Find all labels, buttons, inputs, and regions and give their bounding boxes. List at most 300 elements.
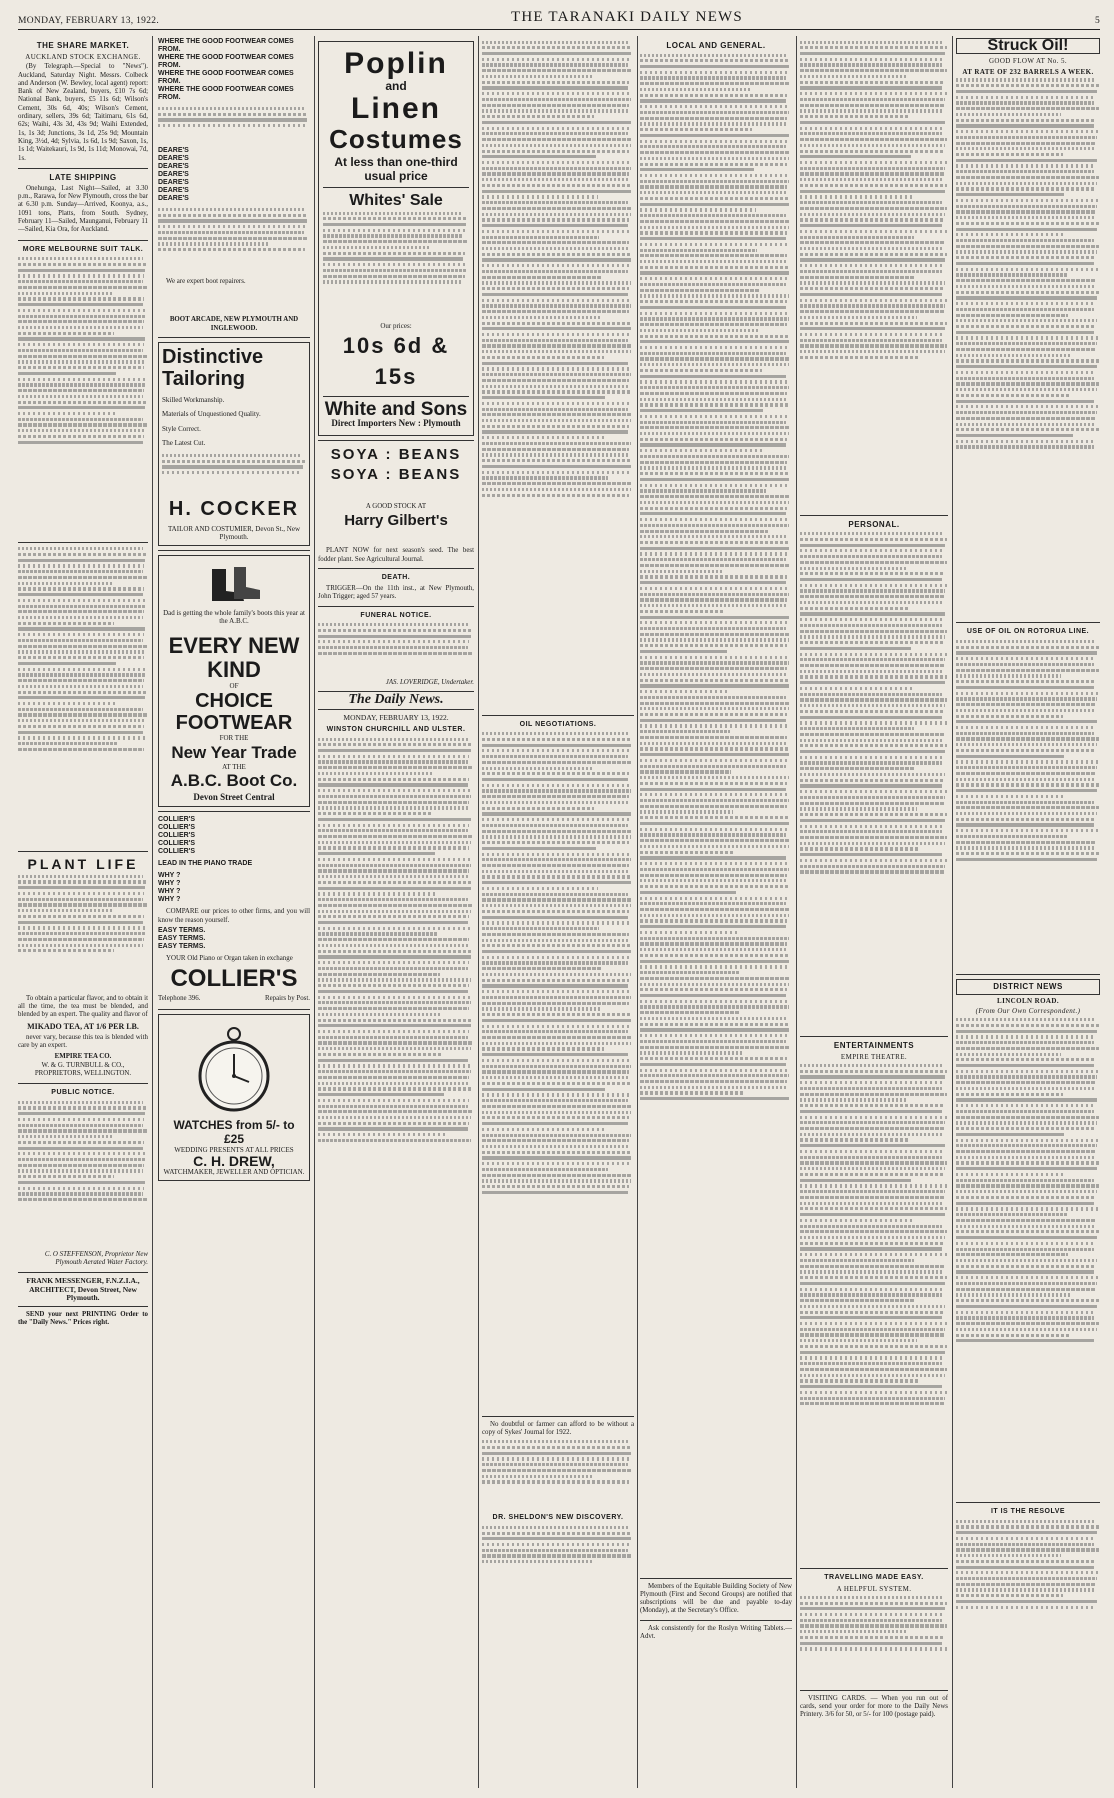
text-line (482, 789, 631, 792)
text-line (800, 1316, 942, 1319)
text-line (158, 248, 305, 251)
collier-line: COLLIER'S (158, 824, 196, 832)
text-line (18, 553, 147, 556)
text-line (800, 178, 942, 181)
text-line (640, 862, 790, 865)
text-line (956, 755, 1064, 758)
text-line (800, 258, 945, 261)
text-line (800, 1150, 944, 1153)
text-line (956, 331, 1094, 334)
text-line (323, 234, 463, 237)
text-line (800, 549, 944, 552)
text-line (18, 938, 144, 941)
text-line (956, 1150, 1096, 1153)
tea-company: EMPIRE TEA CO. (54, 1053, 112, 1061)
resolve-heading: IT IS THE RESOLVE (990, 1508, 1066, 1516)
text-line (318, 1133, 446, 1136)
text-line (956, 1566, 1094, 1569)
text-line (800, 1247, 942, 1250)
text-line (640, 415, 787, 418)
text-line (482, 264, 629, 267)
text-line (956, 801, 1094, 804)
text-line (482, 178, 628, 181)
text-line (482, 910, 629, 913)
text-line (800, 1087, 942, 1090)
text-line (482, 1145, 628, 1148)
text-line (482, 1059, 632, 1062)
column-3 (318, 38, 474, 1788)
text-line (800, 92, 947, 95)
text-line (956, 709, 1094, 712)
text-line (482, 784, 632, 787)
text-line (482, 316, 602, 319)
text-line (640, 530, 768, 533)
text-line (800, 538, 947, 541)
text-line (800, 1624, 947, 1627)
text-line (800, 1116, 947, 1119)
text-line (640, 1017, 786, 1020)
text-line (318, 932, 438, 935)
collier-line: COLLIER'S (158, 832, 196, 840)
text-line (482, 195, 598, 198)
text-line (640, 249, 757, 252)
text-line (18, 610, 144, 613)
text-line (162, 465, 303, 468)
text-line (956, 674, 1061, 677)
text-line (640, 770, 731, 773)
divider (318, 440, 474, 441)
text-line (18, 1129, 147, 1132)
text-line (482, 430, 628, 433)
easy-terms: EASY TERMS. (158, 934, 206, 942)
text-line (158, 225, 305, 228)
text-line (800, 1265, 944, 1268)
text-line (640, 398, 786, 401)
text-line (640, 472, 790, 475)
text-line (318, 629, 472, 632)
text-line (482, 442, 631, 445)
our-prices: Our prices: (380, 321, 412, 330)
text-line (482, 109, 628, 112)
struck-oil-body (956, 78, 1100, 618)
text-line (482, 755, 628, 758)
text-line (800, 675, 947, 678)
text-line (956, 732, 1094, 735)
text-line (640, 512, 786, 515)
text-line (640, 702, 790, 705)
text-line (800, 681, 945, 684)
text-line (800, 561, 947, 564)
text-line (956, 142, 1096, 145)
text-line (956, 1543, 1094, 1546)
text-line (800, 1385, 942, 1388)
text-line (640, 885, 790, 888)
text-line (18, 564, 144, 567)
text-line (318, 852, 435, 855)
text-line (18, 691, 147, 694)
text-line (640, 1080, 787, 1083)
text-line (482, 155, 596, 158)
pocket-watch-icon (191, 1022, 277, 1114)
text-line (318, 1116, 471, 1119)
collier-line: COLLIER'S (158, 848, 196, 856)
text-line (318, 760, 468, 763)
text-line (482, 218, 629, 221)
funeral-heading: FUNERAL NOTICE. (360, 611, 432, 619)
text-line (956, 417, 1096, 420)
text-line (956, 1270, 1094, 1273)
poplin-ad (318, 41, 474, 436)
text-line (800, 567, 908, 570)
text-line (640, 380, 790, 383)
text-line (800, 195, 912, 198)
text-line (640, 1074, 789, 1077)
text-line (640, 983, 789, 986)
text-line (640, 369, 762, 372)
death-text: TRIGGER—On the 11th inst., at New Plymouth, John Trigger; aged 57 years. (318, 584, 474, 601)
plant-life-heading: PLANT LIFE (27, 856, 139, 873)
text-line (640, 719, 786, 722)
column-1 (18, 38, 148, 1788)
text-line (318, 869, 469, 872)
footwear-line: WHERE THE GOOD FOOTWEAR COMES FROM. (158, 54, 294, 69)
text-line (18, 886, 145, 889)
text-line (800, 1379, 918, 1382)
text-line (956, 296, 1097, 299)
text-line (18, 257, 143, 260)
text-line (640, 925, 786, 928)
column-4 (482, 38, 634, 1788)
text-line (800, 635, 945, 638)
text-line (18, 1175, 114, 1178)
text-line (640, 197, 790, 200)
share-market-subheading: AUCKLAND STOCK EXCHANGE. (25, 53, 141, 61)
text-line (318, 1070, 471, 1073)
text-line (640, 587, 790, 590)
text-line (18, 932, 145, 935)
text-line (482, 1036, 632, 1039)
text-line (18, 736, 147, 739)
text-line (800, 739, 942, 742)
text-line (956, 1053, 1061, 1056)
text-line (18, 949, 114, 952)
text-line (318, 835, 472, 838)
text-line (956, 1253, 1068, 1256)
text-line (640, 971, 739, 974)
text-line (482, 138, 632, 141)
text-line (800, 618, 944, 621)
text-line (956, 1236, 1097, 1239)
collier-line: COLLIER'S (158, 816, 196, 824)
text-line (640, 1097, 789, 1100)
text-line (800, 132, 942, 135)
text-line (482, 127, 629, 130)
public-notice-heading: PUBLIC NOTICE. (51, 1089, 115, 1097)
text-line (318, 1087, 472, 1090)
text-line (318, 743, 472, 746)
text-line (482, 86, 628, 89)
text-line (640, 874, 787, 877)
text-line (482, 744, 631, 747)
text-line (482, 1053, 628, 1056)
text-line (800, 207, 947, 210)
text-line (956, 388, 1097, 391)
text-line (482, 385, 628, 388)
text-line (800, 716, 942, 719)
compare-text: COMPARE our prices to other firms, and you will know the reason yourself. (158, 908, 310, 924)
devon-street: Devon Street Central (193, 792, 275, 803)
text-line (318, 944, 468, 947)
text-line (956, 1316, 1094, 1319)
text-line (800, 41, 942, 44)
text-line (640, 707, 789, 710)
poplin-title: Poplin (344, 47, 448, 80)
text-line (640, 679, 790, 682)
text-line (956, 1311, 1096, 1314)
text-line (956, 1560, 1096, 1563)
text-line (640, 656, 790, 659)
oil-negotiations-heading: OIL NEGOTIATIONS. (519, 720, 597, 728)
text-line (956, 1018, 1094, 1021)
editorial-date: MONDAY, FEBRUARY 13, 1922. (343, 712, 449, 722)
text-line (800, 595, 944, 598)
text-line (482, 738, 632, 741)
text-line (956, 1554, 1061, 1557)
text-line (640, 684, 789, 687)
text-line (482, 465, 631, 468)
text-line (640, 128, 752, 131)
text-line (18, 582, 113, 585)
text-line (956, 176, 1099, 179)
text-line (800, 721, 947, 724)
text-line (956, 1081, 1096, 1084)
text-line (482, 1560, 593, 1563)
text-line (323, 263, 468, 266)
text-line (318, 915, 469, 918)
text-line (482, 732, 628, 735)
text-line (18, 1124, 143, 1127)
good-stock: A GOOD STOCK AT (365, 503, 427, 511)
text-line (640, 260, 786, 263)
text-line (18, 1158, 145, 1161)
text-line (956, 1525, 1099, 1528)
text-line (18, 1187, 144, 1190)
share-market-heading: THE SHARE MARKET. (36, 41, 130, 50)
text-line (800, 836, 947, 839)
sale-prices: 10s 6d & 15s (342, 333, 450, 390)
text-line (482, 749, 629, 752)
text-line (323, 257, 463, 260)
text-line (640, 736, 787, 739)
text-line (640, 960, 789, 963)
text-line (482, 379, 629, 382)
text-line (318, 921, 468, 924)
text-line (158, 118, 307, 121)
divider (956, 974, 1100, 975)
text-line (482, 1099, 628, 1102)
text-line (482, 1526, 628, 1529)
text-line (18, 708, 143, 711)
struck-oil-sub: GOOD FLOW AT No. 5. (988, 57, 1068, 66)
text-line (18, 725, 144, 728)
footwear-repeat-ad (158, 38, 310, 102)
tailoring-title: Distinctive Tailoring (162, 345, 264, 390)
divider (18, 1272, 148, 1273)
text-line (482, 778, 628, 781)
divider (956, 622, 1100, 623)
text-line (956, 428, 1099, 431)
text-line (18, 418, 143, 421)
text-line (800, 1613, 944, 1616)
share-market-text: (By Telegraph.—Special to "News"). Auckland, Saturday Night. Messrs. Colbeck and Anderson (W. Bewley, local agent) report: Bank of New Zealand, buyers, £10 7s 6d; National Bank, buyers, £5 11s 6d; Wilson's Cement, 30s 6d, 40s; Wilson's Cement, ordinary, sellers, 39s 6d; Taitimaru, 61s 6d, 62s; Waihi, 43s 3d, 43s 9d; Waihi Extended, 1s, 1s 3d; Junctions, 3s 1d, 25s 9d; Mountain King, 3½d, 4d; Sylvia, 1s 6d, 1s 9d; Saxon, 1s, 1s 1d; Waitekauri, 1s 9d, 1s 11d; Monowai, 7d, 1s. (18, 63, 148, 162)
text-line (640, 59, 790, 62)
text-line (956, 669, 1099, 672)
text-line (18, 1164, 144, 1167)
text-line (640, 455, 789, 458)
text-line (800, 624, 942, 627)
text-line (956, 107, 1099, 110)
text-line (482, 356, 604, 359)
tea-text: To obtain a particular flavor, and to obtain it all the time, the tea must be blended, and blended by an expert. The quality and flavor of (18, 994, 148, 1019)
text-line (640, 724, 790, 727)
divider (18, 1306, 148, 1307)
roslyn-advt: Ask consistently for the Roslyn Writing Tablets.—Advt. (640, 1624, 792, 1641)
text-line (800, 1133, 942, 1136)
text-line (640, 661, 789, 664)
text-line (482, 98, 631, 101)
text-line (956, 1133, 1064, 1136)
text-line (956, 256, 1096, 259)
text-line (640, 988, 787, 991)
text-line (640, 466, 786, 469)
text-line (640, 312, 790, 315)
text-line (956, 119, 1096, 122)
text-line (800, 647, 911, 650)
text-line (18, 1181, 145, 1184)
text-line (640, 1005, 789, 1008)
text-line (482, 258, 631, 261)
divider (800, 515, 948, 516)
text-line (800, 698, 947, 701)
travelling-heading: TRAVELLING MADE EASY. (824, 1573, 924, 1581)
text-line (318, 829, 468, 832)
text-line (640, 289, 759, 292)
tea-brand: MIKADO TEA, AT 1/6 PER LB. (27, 1021, 139, 1031)
text-line (18, 702, 117, 705)
text-line (640, 742, 786, 745)
text-line (18, 719, 145, 722)
oil-negotiations-body (482, 732, 634, 1412)
text-line (956, 1070, 1099, 1073)
text-line (640, 88, 751, 91)
text-line (482, 1076, 628, 1079)
text-line (956, 663, 1094, 666)
text-line (482, 967, 601, 970)
text-line (318, 881, 472, 884)
soya-1: SOYA : BEANS (330, 446, 462, 464)
text-line (800, 750, 945, 753)
text-line (640, 432, 789, 435)
text-line (482, 425, 629, 428)
text-line (800, 316, 917, 319)
text-line (318, 967, 468, 970)
text-line (800, 218, 944, 221)
text-line (323, 280, 463, 283)
text-line (18, 1147, 143, 1150)
text-line (482, 190, 631, 193)
text-line (800, 75, 908, 78)
text-line (640, 1023, 790, 1026)
abc-small-text: Dad is getting the whole family's boots this year at the A.B.C. (163, 608, 305, 626)
watch-ad (158, 1014, 310, 1181)
text-line (800, 727, 914, 730)
text-line (956, 812, 1097, 815)
text-line (640, 392, 787, 395)
text-line (956, 1531, 1097, 1534)
text-line (640, 294, 789, 297)
text-line (318, 1041, 472, 1044)
text-line (956, 96, 1096, 99)
text-line (956, 1334, 1071, 1337)
text-line (318, 1110, 472, 1113)
text-line (318, 841, 471, 844)
text-line (800, 710, 944, 713)
text-line (482, 956, 629, 959)
text-line (18, 875, 143, 878)
column-rule (637, 36, 638, 1788)
text-line (18, 360, 145, 363)
text-line (482, 824, 628, 827)
text-line (956, 726, 1096, 729)
text-line (18, 378, 147, 381)
text-line (956, 193, 1064, 196)
text-line (482, 270, 628, 273)
divider (800, 1690, 948, 1691)
text-line (318, 783, 468, 786)
struck-oil-heading: Struck Oil! (956, 38, 1100, 54)
text-line (640, 839, 790, 842)
of-text: OF (229, 681, 239, 690)
text-line (956, 1537, 1096, 1540)
text-line (18, 599, 147, 602)
why-line: WHY ? (158, 872, 181, 880)
text-line (800, 270, 942, 273)
text-line (640, 713, 787, 716)
text-line (800, 819, 945, 822)
text-line (800, 1402, 944, 1405)
text-line (318, 1030, 469, 1033)
text-line (482, 172, 629, 175)
text-line (640, 851, 734, 854)
collier-footer (158, 995, 310, 1003)
text-line (956, 233, 1065, 236)
text-line (640, 793, 790, 796)
text-line (482, 973, 631, 976)
text-line (482, 961, 628, 964)
text-line (323, 275, 465, 278)
text-line (482, 875, 632, 878)
choice-footwear: CHOICE FOOTWEAR (175, 690, 293, 735)
text-line (482, 167, 631, 170)
text-line (800, 664, 944, 667)
late-shipping (18, 173, 148, 235)
text-line (800, 1333, 944, 1336)
text-line (640, 822, 789, 825)
text-line (956, 680, 1096, 683)
text-line (18, 1118, 144, 1121)
text-line (482, 362, 628, 365)
text-line (18, 944, 143, 947)
